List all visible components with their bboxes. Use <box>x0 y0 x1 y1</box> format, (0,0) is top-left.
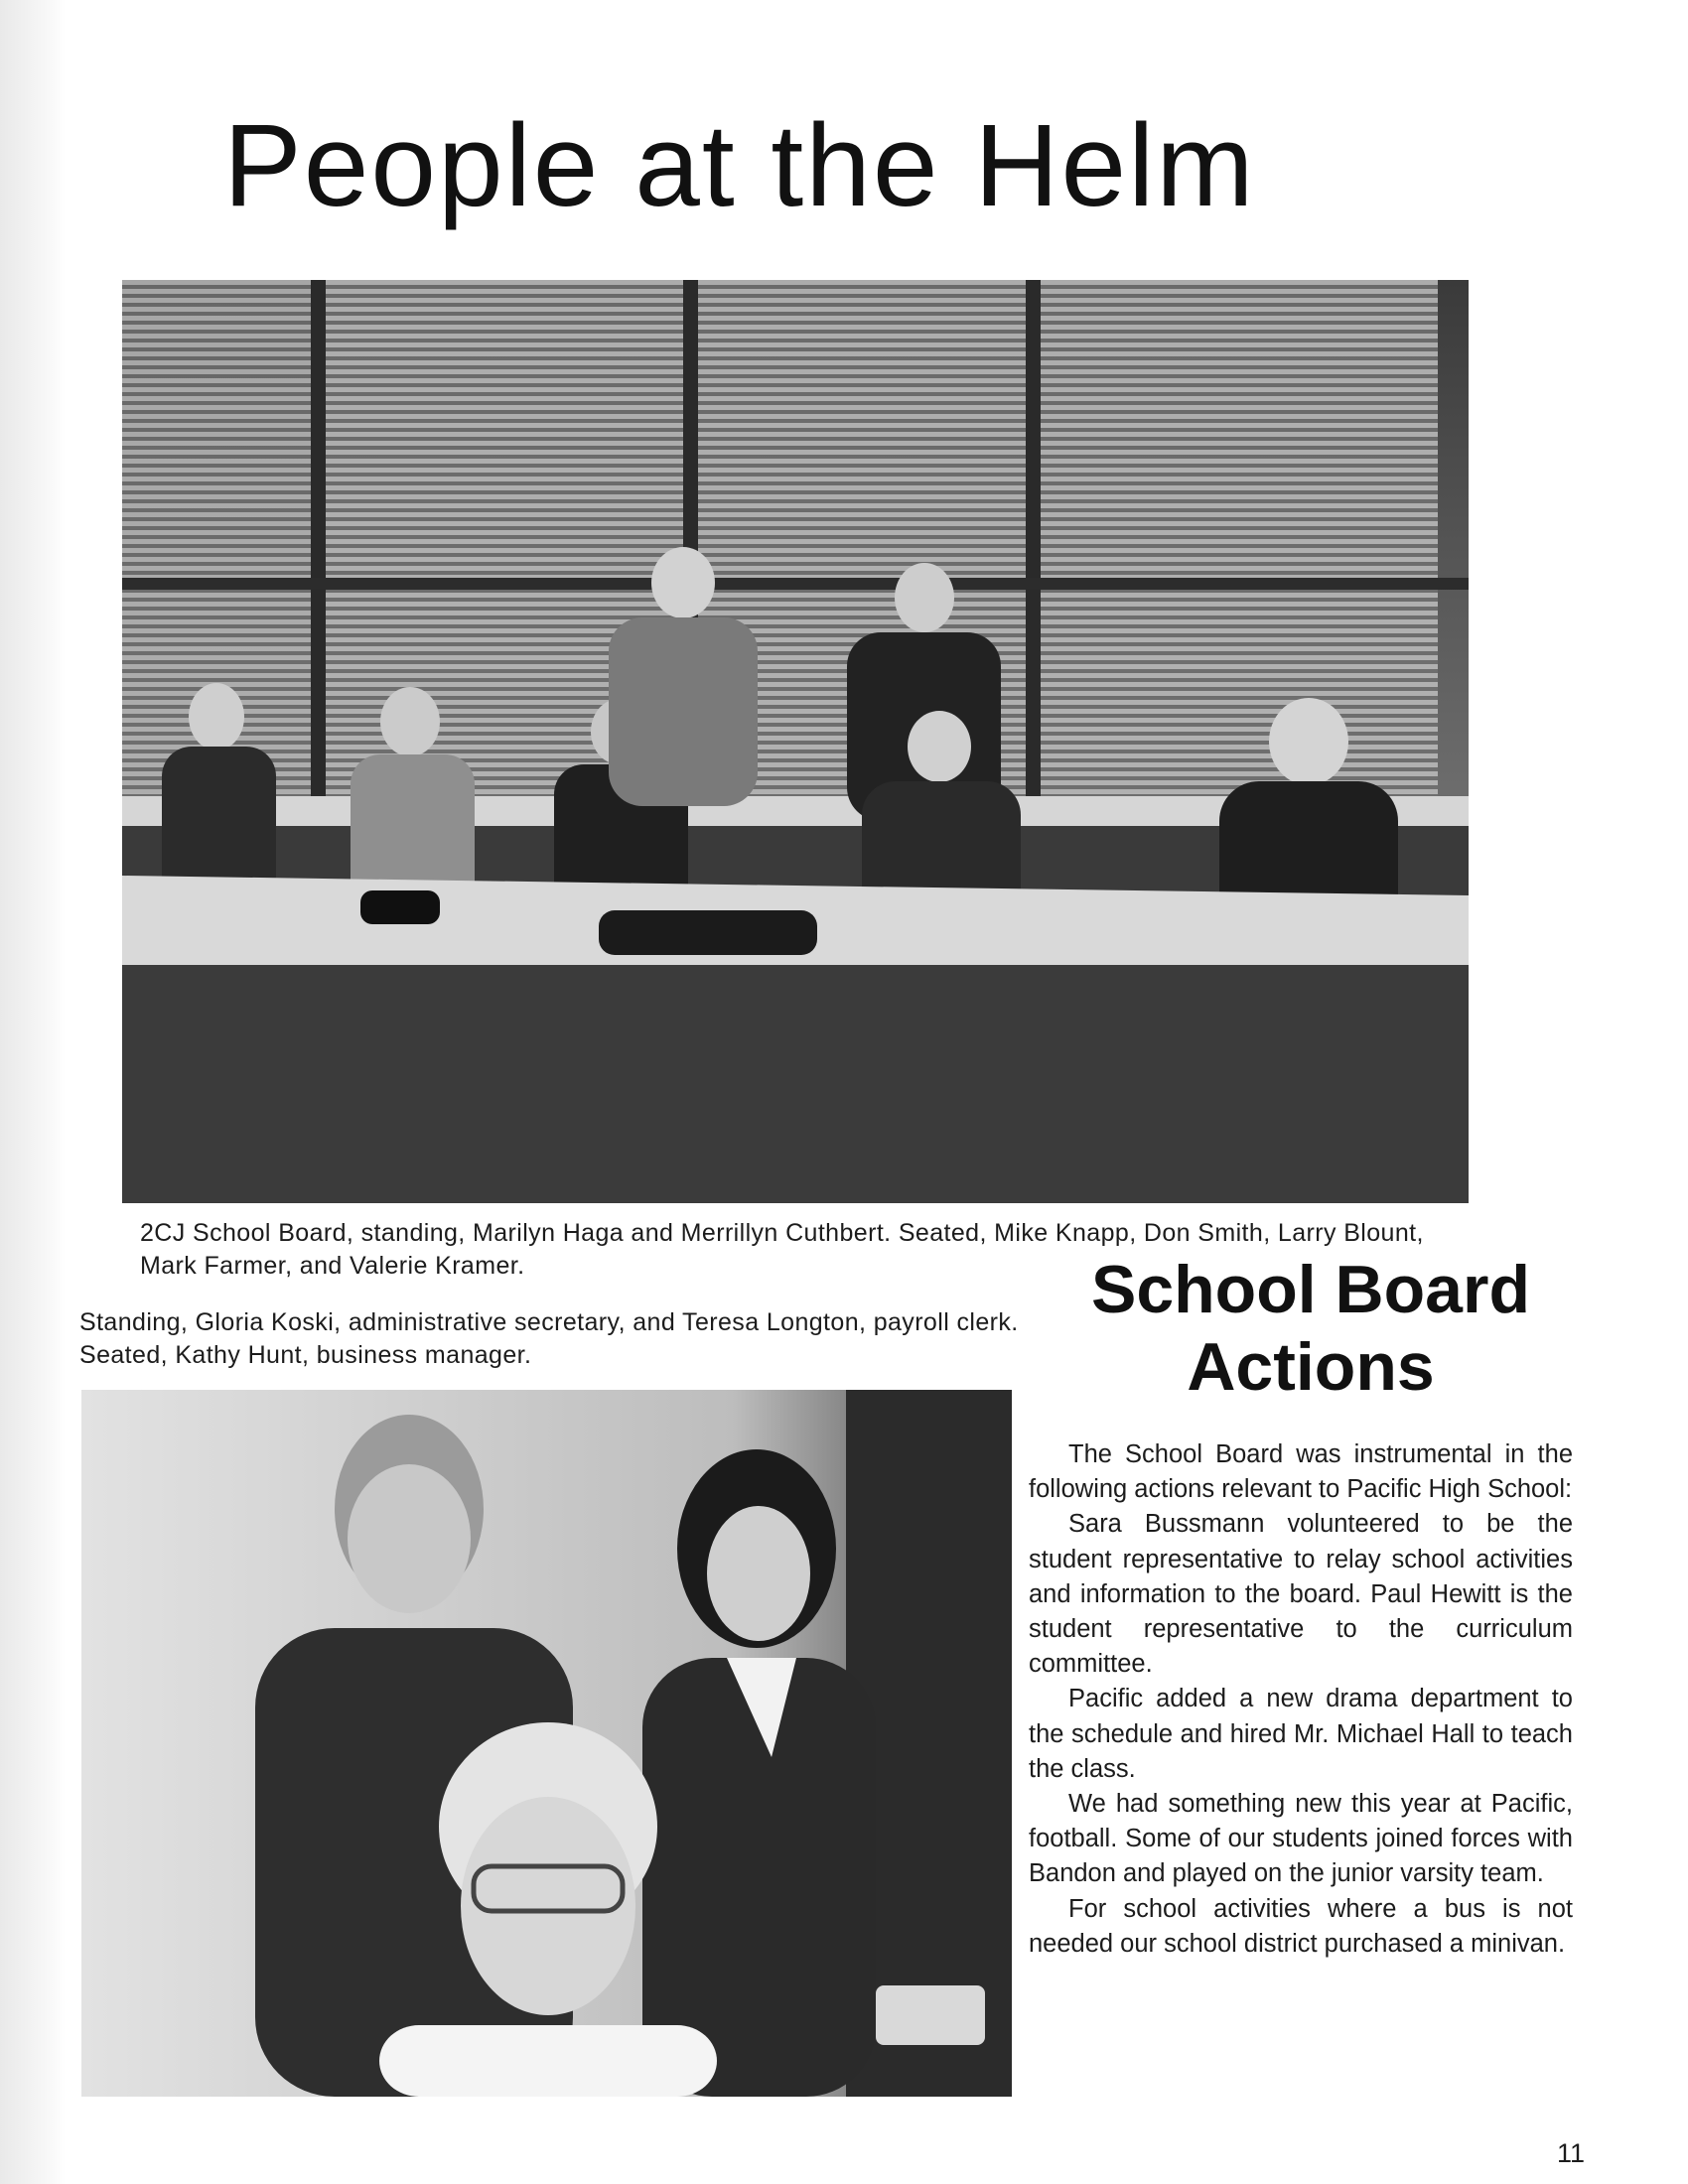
page-edge-shadow <box>0 0 66 2184</box>
page-number: 11 <box>1557 2138 1586 2168</box>
staff-caption: Standing, Gloria Koski, administrative secretary, and Teresa Longton, payroll clerk. Seated, Kathy Hunt, business manager. <box>79 1308 1019 1369</box>
article-paragraph: The School Board was instrumental in the following actions relevant to Pacific High School: <box>1029 1440 1573 1504</box>
article-paragraph: Pacific added a new drama department to the schedule and hired Mr. Michael Hall to teach the class. <box>1029 1685 1573 1783</box>
article-headline: School Board Actions <box>1090 1252 1531 1405</box>
article-paragraph: Sara Bussmann volunteered to be the student representative to relay school activities and information to the board. Paul Hewitt is the student representative to the curriculum committee. <box>1029 1510 1573 1679</box>
school-board-photo <box>122 280 1469 1203</box>
school-board-caption: 2CJ School Board, standing, Marilyn Haga and Merrillyn Cuthbert. Seated, Mike Knapp, Don Smith, Larry Blount, Mark Farmer, and Valerie Kramer. <box>140 1219 1424 1280</box>
article-body <box>1029 1437 1573 1962</box>
staff-photo <box>81 1390 1012 2097</box>
page-title: People at the Helm <box>223 100 1256 231</box>
staff-photo-image <box>81 1390 1012 2097</box>
school-board-photo-image <box>122 280 1469 1203</box>
article-paragraph: For school activities where a bus is not needed our school district purchased a minivan. <box>1029 1894 1573 1958</box>
article-paragraph: We had something new this year at Pacific, football. Some of our students joined forces with Bandon and played on the junior varsity team. <box>1029 1790 1573 1888</box>
